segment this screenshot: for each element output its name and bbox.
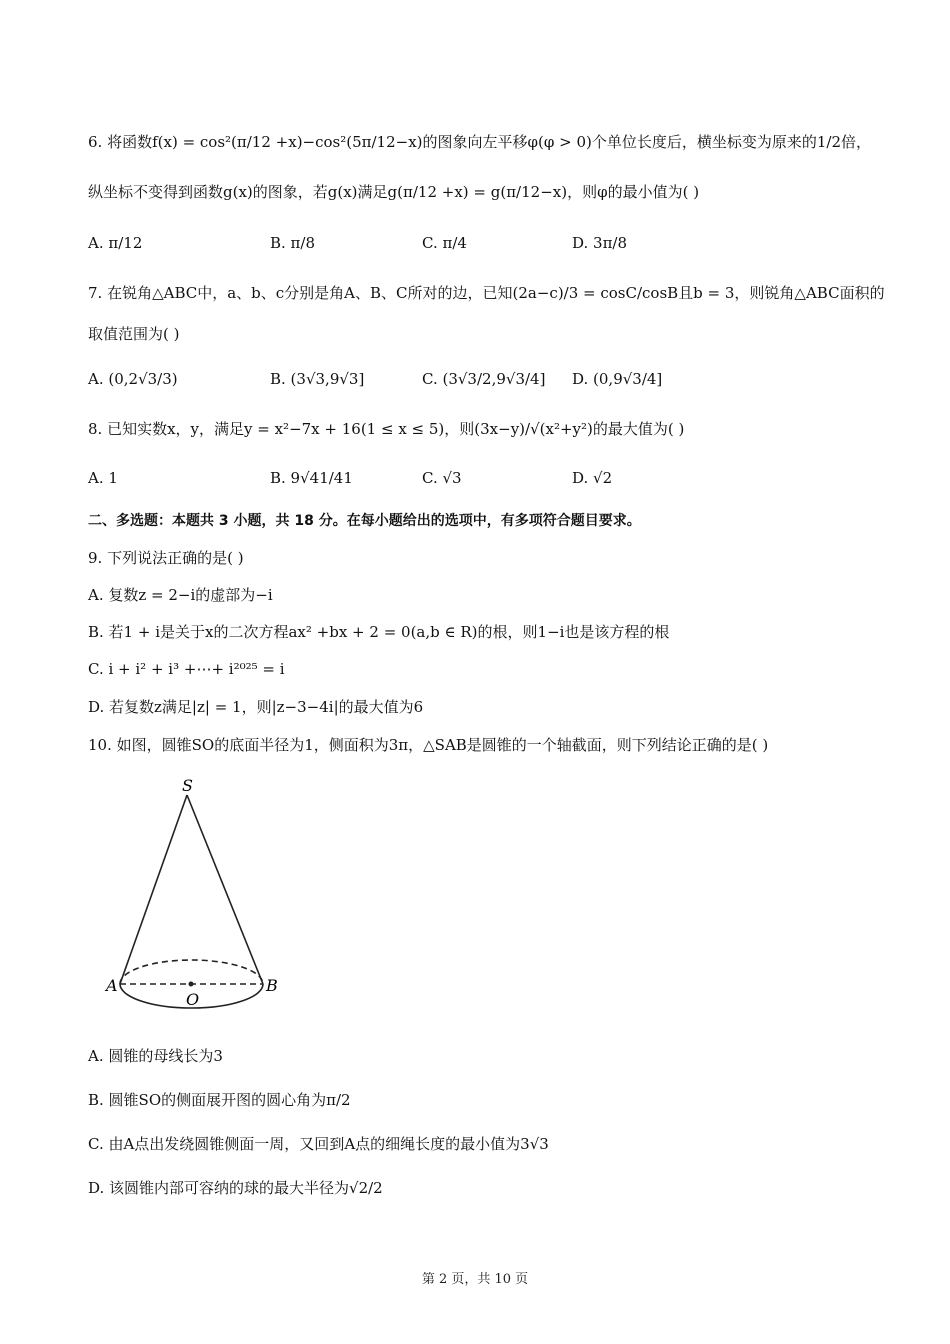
q9-option-d: D. 若复数z满足|z| = 1，则|z−3−4i|的最大值为6	[88, 698, 424, 716]
label-a: A	[106, 976, 118, 995]
q7-stem-line1: 7. 在锐角△ABC中，a、b、c分别是角A、B、C所对的边，已知(2a−c)/3 = cosC/cosB且b = 3，则锐角△ABC面积的	[88, 284, 885, 302]
q7-option-c: C. (3√3/2,9√3/4]	[422, 370, 546, 388]
q7-option-a: A. (0,2√3/3)	[88, 370, 178, 388]
center-point	[189, 982, 194, 987]
q10-stem: 10. 如图，圆锥SO的底面半径为1，侧面积为3π，△SAB是圆锥的一个轴截面，则下列结论正确的是( )	[88, 736, 769, 754]
q10-option-a: A. 圆锥的母线长为3	[88, 1047, 223, 1065]
label-b: B	[266, 976, 278, 995]
label-o: O	[186, 990, 200, 1009]
q6-option-d: D. 3π/8	[572, 234, 628, 252]
q6-option-b: B. π/8	[270, 234, 316, 252]
q10-option-c: C. 由A点出发绕圆锥侧面一周，又回到A点的细绳长度的最小值为3√3	[88, 1135, 549, 1153]
q8-option-d: D. √2	[572, 469, 613, 487]
cone-slant-left	[120, 795, 187, 984]
q8-option-c: C. √3	[422, 469, 462, 487]
cone-figure	[100, 775, 320, 1025]
q8-option-a: A. 1	[88, 469, 118, 487]
cone-base-back-arc	[120, 960, 263, 984]
q7-option-b: B. (3√3,9√3]	[270, 370, 365, 388]
page-footer: 第 2 页，共 10 页	[421, 1272, 529, 1287]
q6-option-a: A. π/12	[88, 234, 143, 252]
q9-option-b: B. 若1 + i是关于x的二次方程ax² +bx + 2 = 0(a,b ∈ R)的根，则1−i也是该方程的根	[88, 623, 670, 641]
q8-option-b: B. 9√41/41	[270, 469, 353, 487]
q7-option-d: D. (0,9√3/4]	[572, 370, 663, 388]
q9-option-c: C. i + i² + i³ +⋯+ i²⁰²⁵ = i	[88, 660, 285, 678]
q6-stem-line2: 纵坐标不变得到函数g(x)的图象，若g(x)满足g(π/12 +x) = g(π/12−x)，则φ的最小值为( )	[88, 183, 700, 201]
cone-slant-right	[187, 795, 263, 984]
q9-stem: 9. 下列说法正确的是( )	[88, 549, 244, 567]
q7-stem-line2: 取值范围为( )	[88, 325, 180, 343]
q9-option-a: A. 复数z = 2−i的虚部为−i	[88, 586, 273, 604]
q6-stem-line1: 6. 将函数f(x) = cos²(π/12 +x)−cos²(5π/12−x)的图象向左平移φ(φ > 0)个单位长度后，横坐标变为原来的1/2倍，	[88, 133, 872, 151]
q10-option-d: D. 该圆锥内部可容纳的球的最大半径为√2/2	[88, 1179, 383, 1197]
q6-option-c: C. π/4	[422, 234, 467, 252]
q10-option-b: B. 圆锥SO的侧面展开图的圆心角为π/2	[88, 1091, 351, 1109]
label-s: S	[182, 776, 193, 795]
section-heading: 二、多选题：本题共 3 小题，共 18 分。在每小题给出的选项中，有多项符合题目要求。	[88, 513, 641, 529]
q8-stem: 8. 已知实数x，y，满足y = x²−7x + 16(1 ≤ x ≤ 5)，则(3x−y)/√(x²+y²)的最大值为( )	[88, 420, 685, 438]
